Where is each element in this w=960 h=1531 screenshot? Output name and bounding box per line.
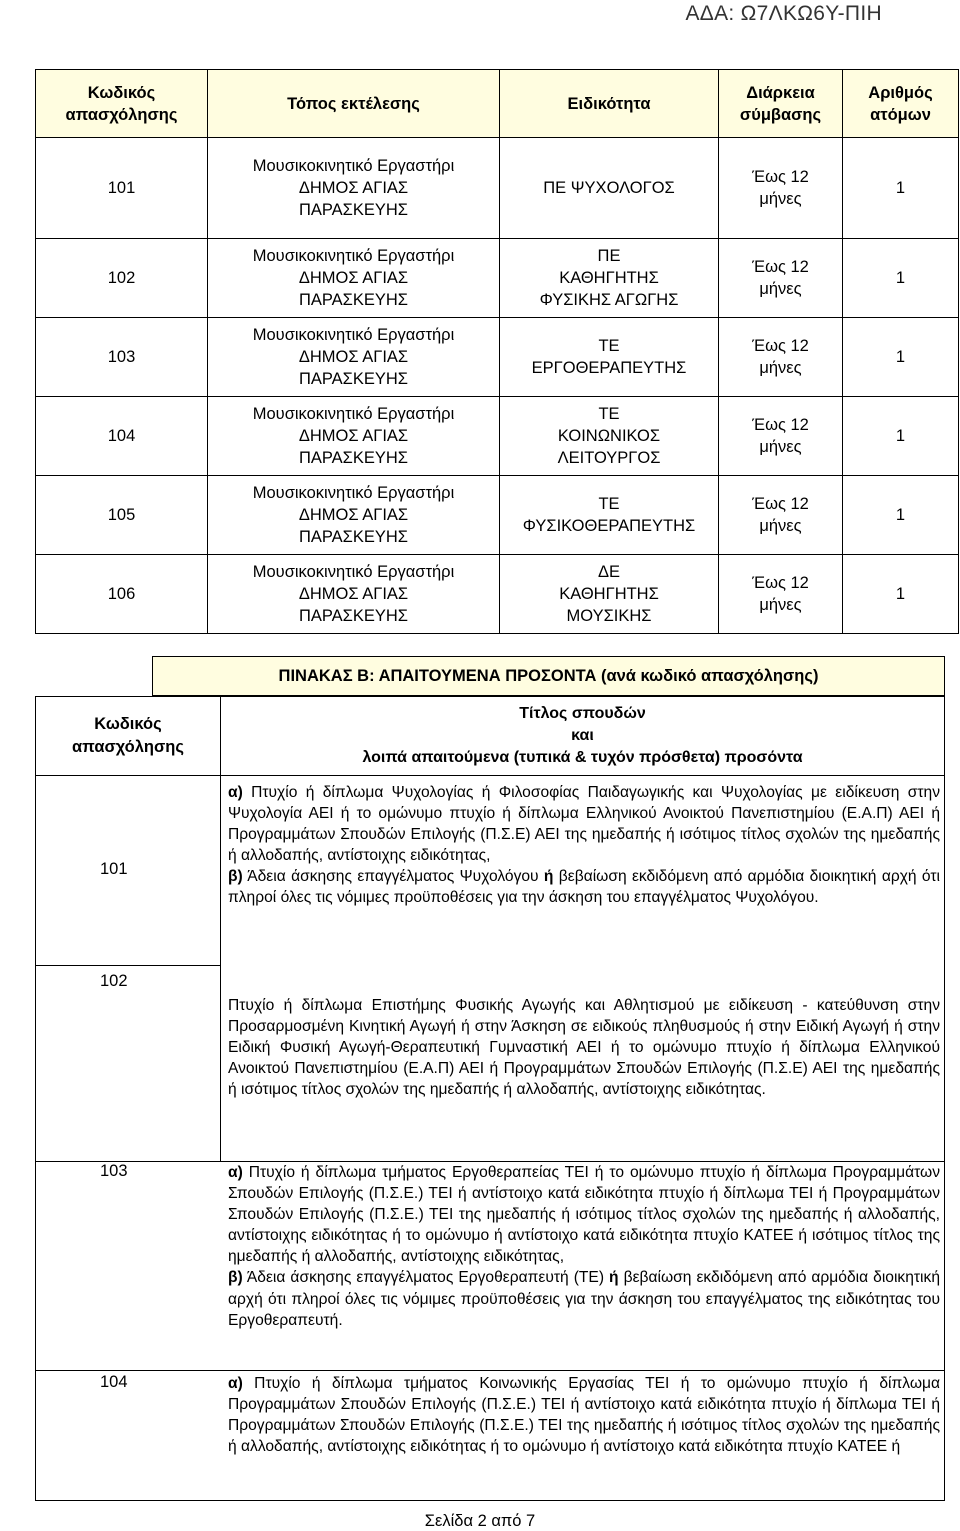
requirement-code: 103 xyxy=(100,1162,128,1180)
table-row xyxy=(36,138,959,239)
requirement-text: α) Πτυχίο ή δίπλωμα τμήματος Εργοθεραπείας ΤΕΙ ή το ομώνυμο πτυχίο ή δίπλωμα Προγραμμάτων Σπουδών Επιλογής (Π.Σ.Ε.) ΤΕΙ ή αντίστοιχο κατά ειδικότητα πτυχίο ή δίπλωμα ΤΕΙ ή Προγραμμάτων Σπουδών Επιλογής (Π.Σ.Ε.) ΤΕΙ της ημεδαπής ή ισότιμος τίτλος σχολών της ημεδαπής ή αλλοδαπής, αντίστοιχης ειδικότητας ή το ομώνυμο ή αντίστοιχο κατά ειδικότητα πτυχίο ΚΑΤΕΕ ή ισότιμος τίτλος της ημεδαπής ή αλλοδαπής, αντίστοιχης ειδικότητας, β) Άδεια άσκησης επαγγέλματος Εργοθεραπευτή (ΤΕ) ή βεβαίωση εκδιδόμενη από αρμόδια διοικητική αρχή ότι πληροί όλες τις νόμιμες προϋποθέσεις για την άσκηση του επαγγέλματος της ειδικότητας του Εργοθεραπευτή. xyxy=(228,1164,940,1329)
cell-persons: 1 xyxy=(843,138,959,239)
table-header-row xyxy=(36,70,959,138)
cell-duration: Έως 12 μήνες xyxy=(719,239,843,318)
header-persons: Αριθμός ατόμων xyxy=(843,70,959,138)
cell-specialty: ΤΕ ΕΡΓΟΘΕΡΑΠΕΥΤΗΣ xyxy=(500,318,719,397)
table-row xyxy=(36,555,959,634)
table-row xyxy=(36,397,959,476)
cell-code: 102 xyxy=(36,239,208,318)
table-row xyxy=(36,239,959,318)
cell-duration: Έως 12 μήνες xyxy=(719,397,843,476)
row-divider xyxy=(35,965,220,966)
cell-code: 101 xyxy=(36,138,208,239)
cell-place: Μουσικοκινητικό Εργαστήρι ΔΗΜΟΣ ΑΓΙΑΣ ΠΑΡΑΣΚΕΥΗΣ xyxy=(208,138,500,239)
cell-place: Μουσικοκινητικό Εργαστήρι ΔΗΜΟΣ ΑΓΙΑΣ ΠΑΡΑΣΚΕΥΗΣ xyxy=(208,239,500,318)
cell-specialty: ΔΕ ΚΑΘΗΓΗΤΗΣ ΜΟΥΣΙΚΗΣ xyxy=(500,555,719,634)
cell-code: 105 xyxy=(36,476,208,555)
header-code: Κωδικός απασχόλησης xyxy=(36,70,208,138)
cell-specialty: ΤΕ ΚΟΙΝΩΝΙΚΟΣ ΛΕΙΤΟΥΡΓΟΣ xyxy=(500,397,719,476)
requirements-header-code: Κωδικός απασχόλησης xyxy=(72,715,184,756)
table-row xyxy=(36,318,959,397)
cell-specialty: ΠΕ ΨΥΧΟΛΟΓΟΣ xyxy=(500,138,719,239)
cell-specialty: ΤΕ ΦΥΣΙΚΟΘΕΡΑΠΕΥΤΗΣ xyxy=(500,476,719,555)
requirement-text: α) Πτυχίο ή δίπλωμα τμήματος Κοινωνικής Εργασίας ΤΕΙ ή το ομώνυμο πτυχίο ή δίπλωμα Προγραμμάτων Σπουδών Επιλογής (Π.Σ.Ε.) ΤΕΙ ή αντίστοιχο κατά ειδικότητα πτυχίο ή δίπλωμα ΤΕΙ ή Προγραμμάτων Σπουδών Επιλογής (Π.Σ.Ε.) ΤΕΙ της ημεδαπής ή ισότιμος τίτλος σχολών της ημεδαπής ή αλλοδαπής, αντίστοιχης ειδικότητας ή το ομώνυμο ή αντίστοιχο κατά ειδικότητα πτυχίο ΚΑΤΕΕ ή xyxy=(228,1375,940,1456)
cell-place: Μουσικοκινητικό Εργαστήρι ΔΗΜΟΣ ΑΓΙΑΣ ΠΑΡΑΣΚΕΥΗΣ xyxy=(208,476,500,555)
requirement-code: 102 xyxy=(100,972,128,990)
cell-duration: Έως 12 μήνες xyxy=(719,318,843,397)
row-divider xyxy=(35,1370,945,1371)
cell-code: 106 xyxy=(36,555,208,634)
row-divider xyxy=(35,775,945,776)
table-row xyxy=(36,476,959,555)
requirement-code: 104 xyxy=(100,1373,128,1391)
cell-duration: Έως 12 μήνες xyxy=(719,555,843,634)
requirement-code: 101 xyxy=(100,860,128,878)
cell-specialty: ΠΕ ΚΑΘΗΓΗΤΗΣ ΦΥΣΙΚΗΣ ΑΓΩΓΗΣ xyxy=(500,239,719,318)
cell-persons: 1 xyxy=(843,397,959,476)
table-b-title: ΠΙΝΑΚΑΣ Β: ΑΠΑΙΤΟΥΜΕΝΑ ΠΡΟΣΟΝΤΑ (ανά κωδικό απασχόλησης) xyxy=(152,656,945,696)
cell-persons: 1 xyxy=(843,555,959,634)
requirement-text: α) Πτυχίο ή δίπλωμα Ψυχολογίας ή Φιλοσοφίας Παιδαγωγικής και Ψυχολογίας με ειδίκευση στην Ψυχολογία ΑΕΙ ή το ομώνυμο πτυχίο ή δίπλωμα Ελληνικού Ανοικτού Πανεπιστημίου (Ε.Α.Π) ΑΕΙ ή Προγραμμάτων Σπουδών Επιλογής (Π.Σ.Ε) ΑΕΙ της ημεδαπής ή ισότιμος τίτλος σχολών της ημεδαπής ή αλλοδαπής, αντίστοιχης ειδικότητας, β) Άδεια άσκησης επαγγέλματος Ψυχολόγου ή βεβαίωση εκδιδόμενη από αρμόδια διοικητική αρχή ότι πληροί όλες τις νόμιμες προϋποθέσεις για την άσκηση του επαγγέλματος Ψυχολόγου. xyxy=(228,784,940,907)
page-number: Σελίδα 2 από 7 xyxy=(424,1512,536,1530)
cell-code: 104 xyxy=(36,397,208,476)
cell-persons: 1 xyxy=(843,318,959,397)
header-duration: Διάρκεια σύμβασης xyxy=(719,70,843,138)
cell-duration: Έως 12 μήνες xyxy=(719,138,843,239)
header-place: Τόπος εκτέλεσης xyxy=(208,70,500,138)
cell-persons: 1 xyxy=(843,476,959,555)
cell-duration: Έως 12 μήνες xyxy=(719,476,843,555)
requirements-header-qualifications: Τίτλος σπουδών και λοιπά απαιτούμενα (τυπικά & τυχόν πρόσθετα) προσόντα xyxy=(362,705,803,766)
requirement-text: Πτυχίο ή δίπλωμα Επιστήμης Φυσικής Αγωγής και Αθλητισμού με ειδίκευση - κατεύθυνση στην Προσαρμοσμένη Κινητική Αγωγή ή στην Άσκηση σε ειδικούς πληθυσμούς ή στην Ειδική Αγωγή ή στην Ειδική Φυσική Αγωγή-Θεραπευτική Γυμναστική ΑΕΙ ή το ομώνυμο πτυχίο ή δίπλωμα Ελληνικού Ανοικτού Πανεπιστημίου (Ε.Α.Π) ΑΕΙ ή Προγραμμάτων Σπουδών Επιλογής (Π.Σ.Ε) ΑΕΙ της ημεδαπής ή ισότιμος τίτλος σχολών της ημεδαπής ή αλλοδαπής, αντίστοιχης ειδικότητας. xyxy=(228,997,940,1099)
header-specialty: Ειδικότητα xyxy=(500,70,719,138)
cell-place: Μουσικοκινητικό Εργαστήρι ΔΗΜΟΣ ΑΓΙΑΣ ΠΑΡΑΣΚΕΥΗΣ xyxy=(208,318,500,397)
ada-identifier: ΑΔΑ: Ω7ΛΚΩ6Υ-ΠΙΗ xyxy=(685,2,882,25)
cell-place: Μουσικοκινητικό Εργαστήρι ΔΗΜΟΣ ΑΓΙΑΣ ΠΑΡΑΣΚΕΥΗΣ xyxy=(208,397,500,476)
cell-place: Μουσικοκινητικό Εργαστήρι ΔΗΜΟΣ ΑΓΙΑΣ ΠΑΡΑΣΚΕΥΗΣ xyxy=(208,555,500,634)
cell-code: 103 xyxy=(36,318,208,397)
positions-table xyxy=(35,69,959,634)
cell-persons: 1 xyxy=(843,239,959,318)
